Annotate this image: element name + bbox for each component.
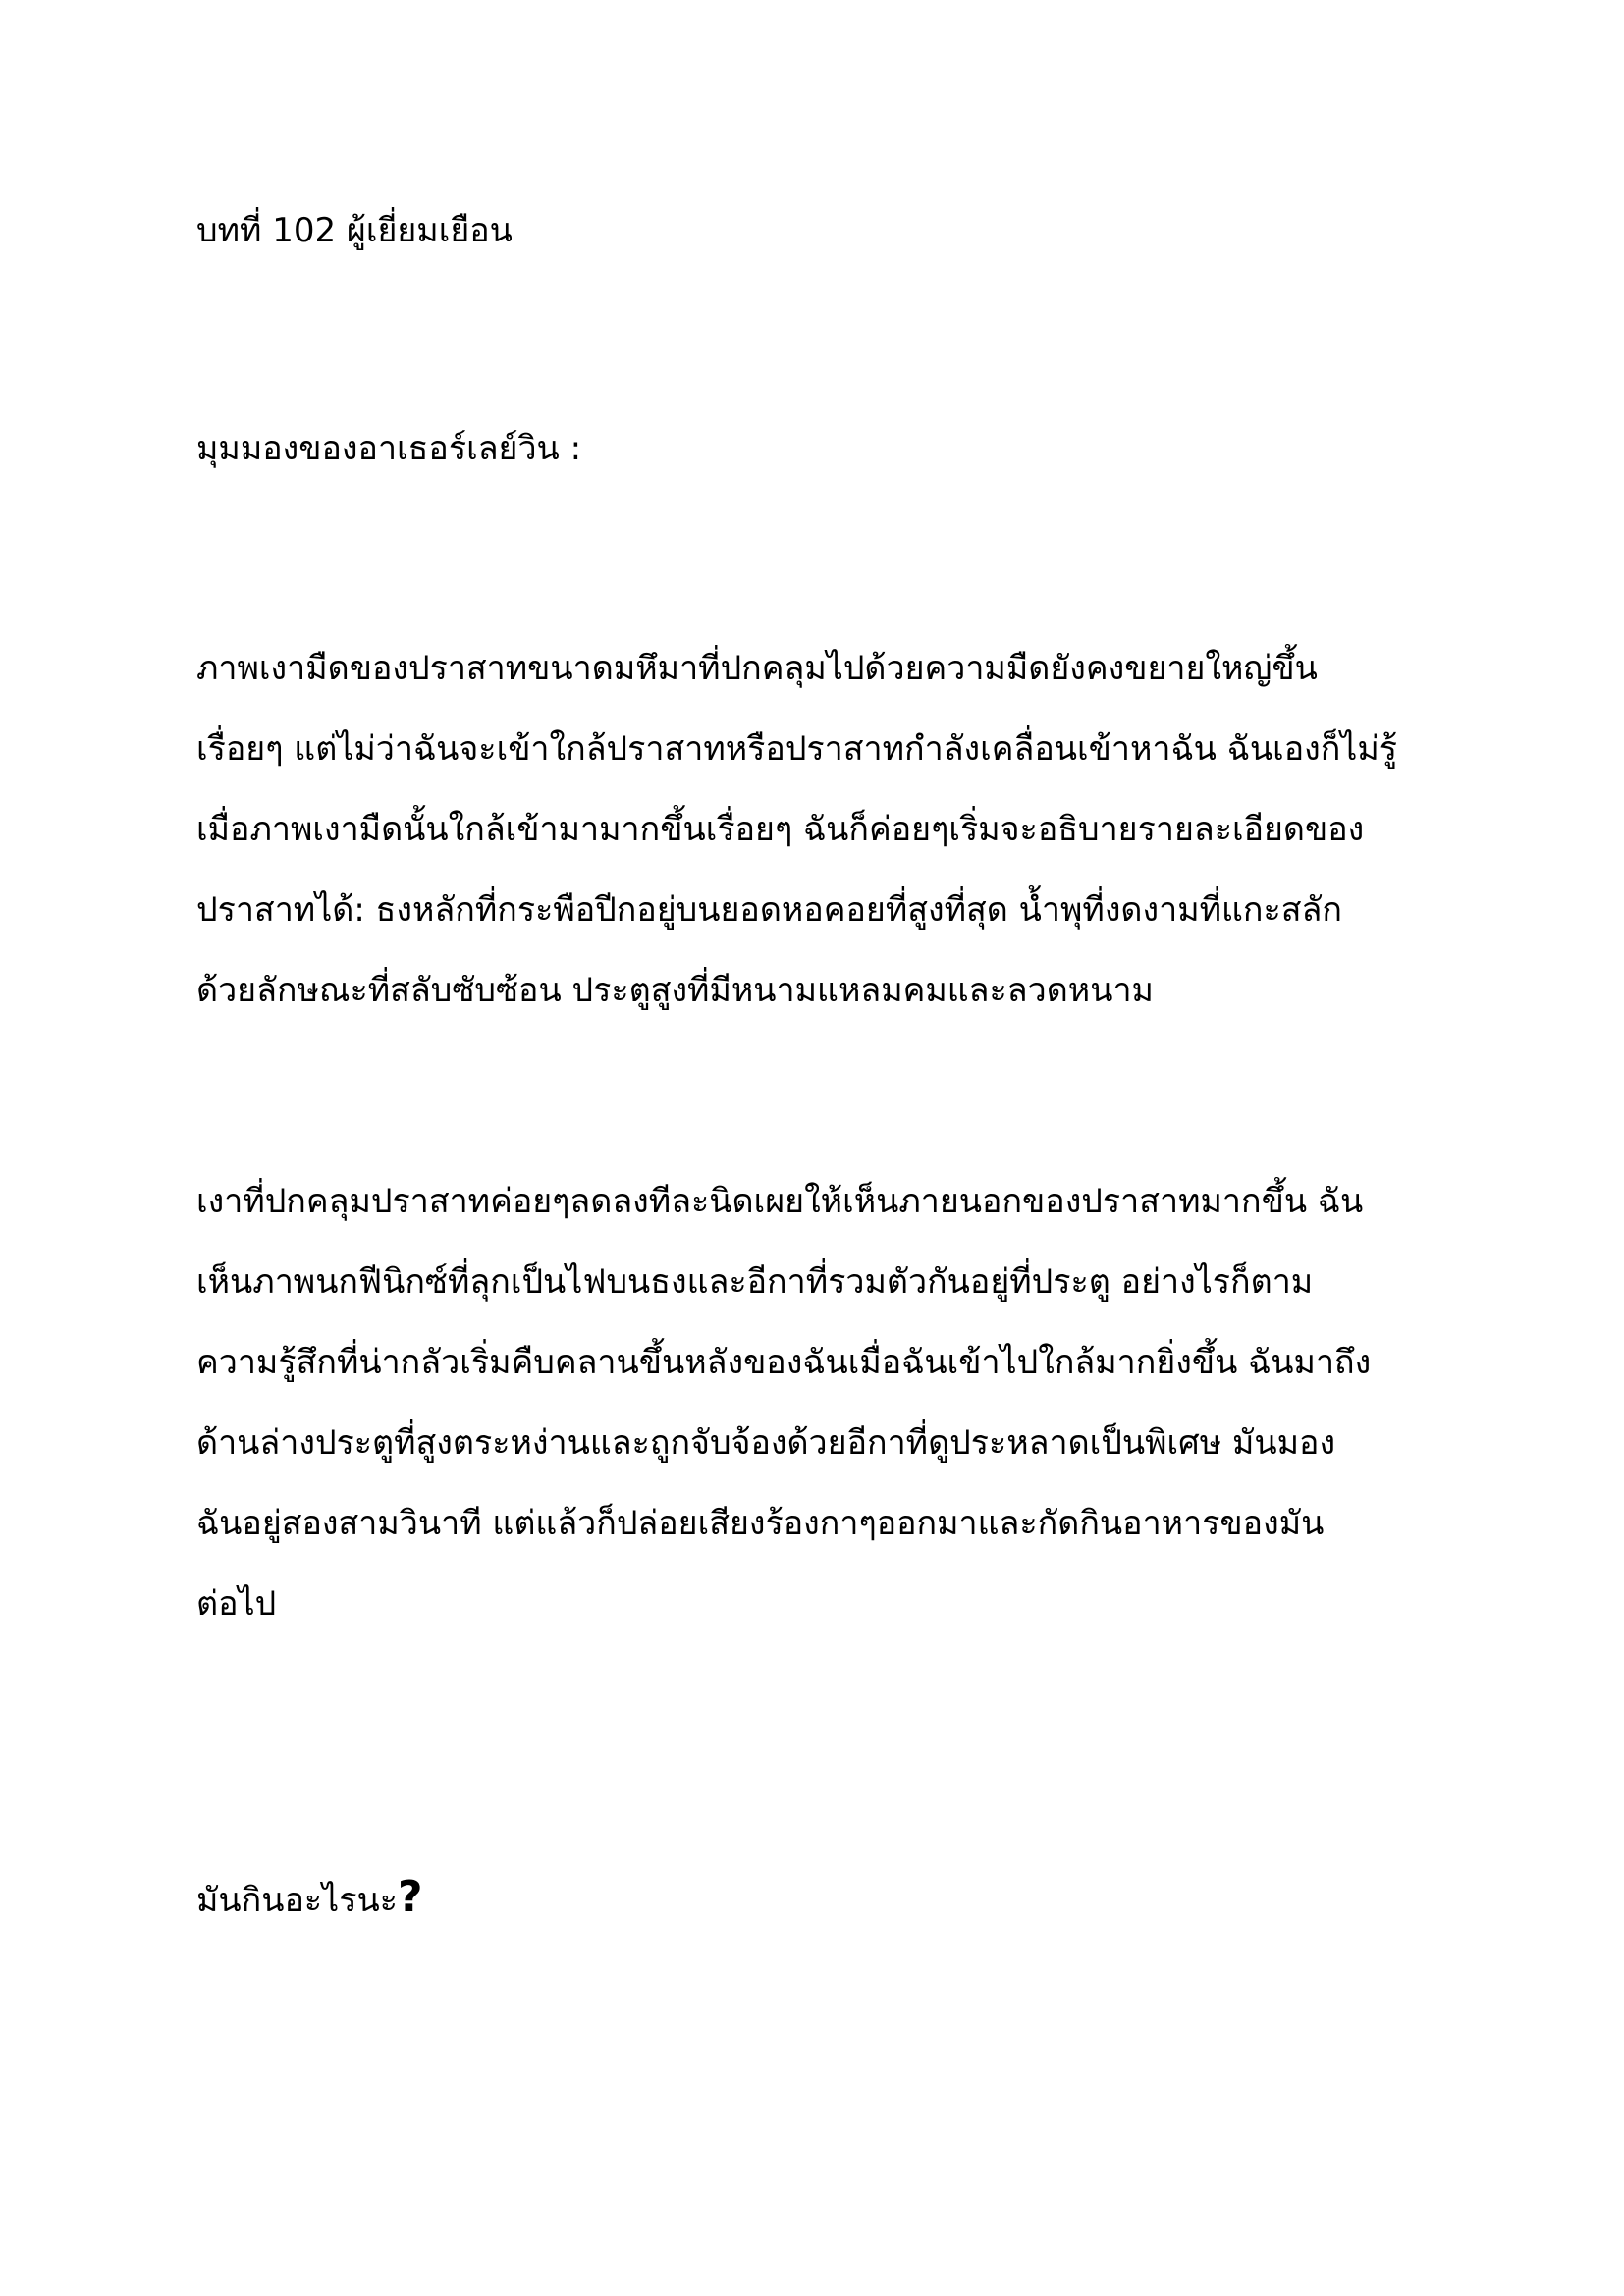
paragraph-1-line-1: ภาพเงามืดของปราสาทขนาดมหึมาที่ปกคลุมไปด้วยความมืดยังคงขยายใหญ่ขึ้น xyxy=(196,649,1318,688)
paragraph-2-line-2: เห็นภาพนกฟีนิกซ์ที่ลุกเป็นไฟบนธงและอีกาที่รวมตัวกันอยู่ที่ประตู อย่างไรก็ตาม xyxy=(196,1262,1314,1302)
closing-question-text: มันกินอะไรนะ xyxy=(196,1881,399,1920)
question-mark: ? xyxy=(398,1872,423,1922)
paragraph-2-line-1: เงาที่ปกคลุมปราสาทค่อยๆลดลงทีละนิดเผยให้เห็นภายนอกของปราสาทมากขึ้น ฉัน xyxy=(196,1182,1364,1221)
paragraph-1-line-3: เมื่อภาพเงามืดนั้นใกล้เข้ามามากขึ้นเรื่อยๆ ฉันก็ค่อยๆเริ่มจะอธิบายรายละเอียดของ xyxy=(196,810,1365,849)
paragraph-2-line-5: ฉันอยู่สองสามวินาที แต่แล้วก็ปล่อยเสียงร้องกาๆออกมาและกัดกินอาหารของมัน xyxy=(196,1504,1325,1543)
closing-question xyxy=(196,1857,1463,1941)
paragraph-1 xyxy=(196,628,1463,1031)
paragraph-1-line-4: ปราสาทได้: ธงหลักที่กระพือปีกอยู่บนยอดหอคอยที่สูงที่สุด น้ำพุที่งดงามที่แกะสลัก xyxy=(196,890,1342,930)
paragraph-2-line-4: ด้านล่างประตูที่สูงตระหง่านและถูกจับจ้องด้วยอีกาที่ดูประหลาดเป็นพิเศษ มันมอง xyxy=(196,1423,1336,1463)
paragraph-2 xyxy=(196,1161,1463,1644)
paragraph-1-line-2: เรื่อยๆ แต่ไม่ว่าฉันจะเข้าใกล้ปราสาทหรือปราสาทกำลังเคลื่อนเข้าหาฉัน ฉันเองก็ไม่รู้ xyxy=(196,729,1398,769)
chapter-title: บทที่ 102 ผู้เยี่ยมเยือน xyxy=(196,211,513,250)
paragraph-1-line-5: ด้วยลักษณะที่สลับซับซ้อน ประตูสูงที่มีหนามแหลมคมและลวดหนาม xyxy=(196,971,1154,1010)
pov-heading: มุมมองของอาเธอร์เลย์วิน : xyxy=(196,429,582,468)
paragraph-2-line-6: ต่อไป xyxy=(196,1584,277,1624)
paragraph-2-line-3: ความรู้สึกที่น่ากลัวเริ่มคืบคลานขึ้นหลังของฉันเมื่อฉันเข้าไปใกล้มากยิ่งขึ้น ฉันมาถึง xyxy=(196,1343,1372,1382)
